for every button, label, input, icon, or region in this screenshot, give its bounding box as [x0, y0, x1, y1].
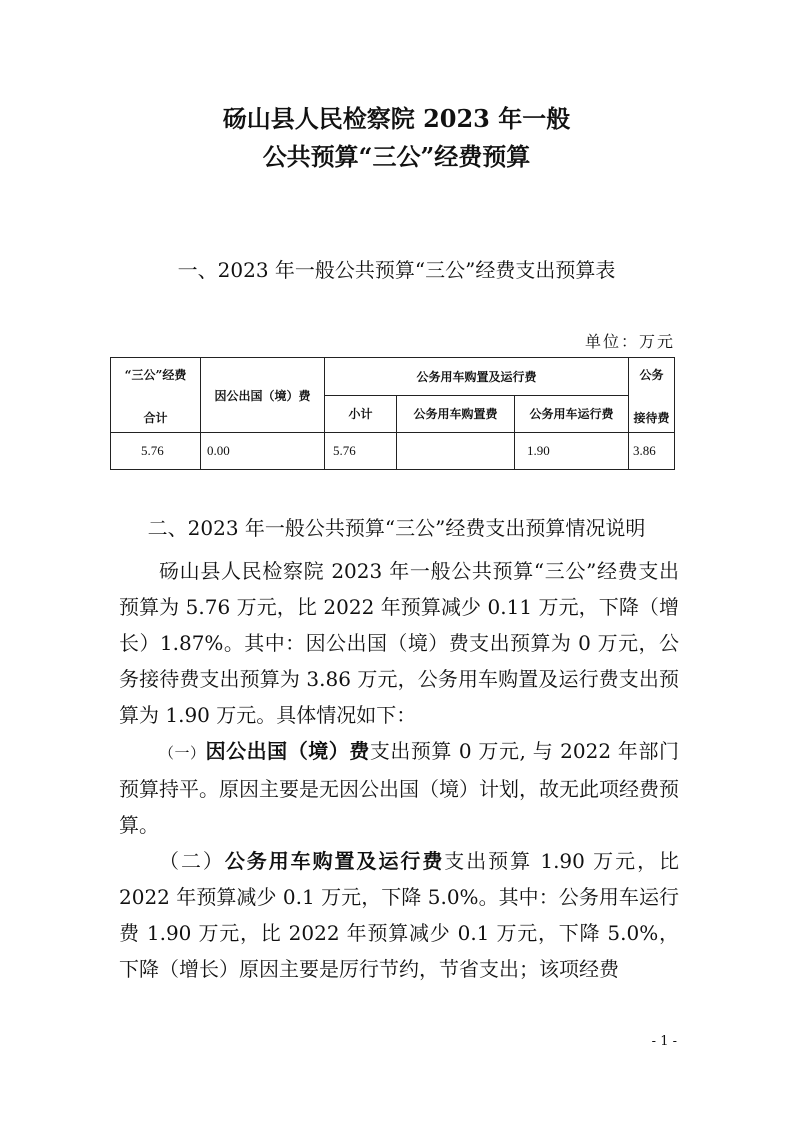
paragraph-abroad-text: 支出预算 0 万元, 与 2022 年部门预算持平。原因主要是无因公出国（境）计划，故无此项经费预算。 — [119, 739, 679, 837]
cell-total: 5.76 — [111, 433, 201, 470]
header-abroad: 因公出国（境）费 — [201, 358, 325, 433]
paragraph-vehicle — [119, 843, 679, 987]
paragraph-vehicle-prefix: （二） — [159, 849, 225, 873]
section-2-body — [119, 553, 679, 987]
header-reception-bottom: 接待费 — [633, 411, 670, 425]
paragraph-vehicle-bold: 公务用车购置及运行费 — [224, 849, 445, 873]
table-header-row-1 — [111, 358, 675, 396]
section-1-heading: 一、2023 年一般公共预算“三公”经费支出预算表 — [177, 258, 616, 282]
paragraph-overview: 砀山县人民检察院 2023 年一般公共预算“三公”经费支出预算为 5.76 万元，比 2022 年预算减少 0.11 万元，下降（增长）1.87%。其中：因公出国（境）费支出预算为 0 万元，公务接待费支出预算为 3.86 万元，公务用车购置及运行费支出预算为 1.90 万元。具体情况如下： — [119, 559, 679, 727]
document-title-line-1: 砀山县人民检察院 2023 年一般 — [222, 104, 571, 133]
paragraph-abroad-prefix: （一） — [159, 744, 206, 762]
header-reception — [629, 358, 675, 433]
document-title-line-2: 公共预算“三公”经费预算 — [262, 142, 531, 171]
header-total-bottom: 合计 — [143, 411, 168, 425]
paragraph-abroad — [119, 733, 679, 843]
header-vehicle-group: 公务用车购置及运行费 — [325, 358, 629, 396]
header-total-top: “三公”经费 — [124, 368, 187, 382]
section-2-heading: 二、2023 年一般公共预算“三公”经费支出预算情况说明 — [147, 516, 646, 540]
cell-vehicle-purchase — [397, 433, 515, 470]
unit-label: 单位：万元 — [584, 332, 675, 351]
cell-abroad: 0.00 — [201, 433, 325, 470]
paragraph-vehicle-text: 支出预算 1.90 万元，比 2022 年预算减少 0.1 万元，下降 5.0%。其中：公务用车运行费 1.90 万元，比 2022 年预算减少 0.1 万元，下降 5.0%，下降（增长）原因主要是厉行节约，节省支出；该项经费 — [119, 849, 680, 981]
header-vehicle-operation: 公务用车运行费 — [515, 395, 629, 433]
header-vehicle-purchase: 公务用车购置费 — [397, 395, 515, 433]
cell-vehicle-operation: 1.90 — [515, 433, 629, 470]
paragraph-abroad-bold: 因公出国（境）费 — [205, 739, 370, 763]
header-subtotal: 小计 — [325, 395, 397, 433]
page-number: - 1 - — [651, 1034, 677, 1049]
table-row — [111, 433, 675, 470]
cell-reception: 3.86 — [629, 433, 675, 470]
header-reception-top: 公务 — [639, 368, 664, 382]
budget-table — [110, 357, 675, 470]
cell-subtotal: 5.76 — [325, 433, 397, 470]
header-total — [111, 358, 201, 433]
